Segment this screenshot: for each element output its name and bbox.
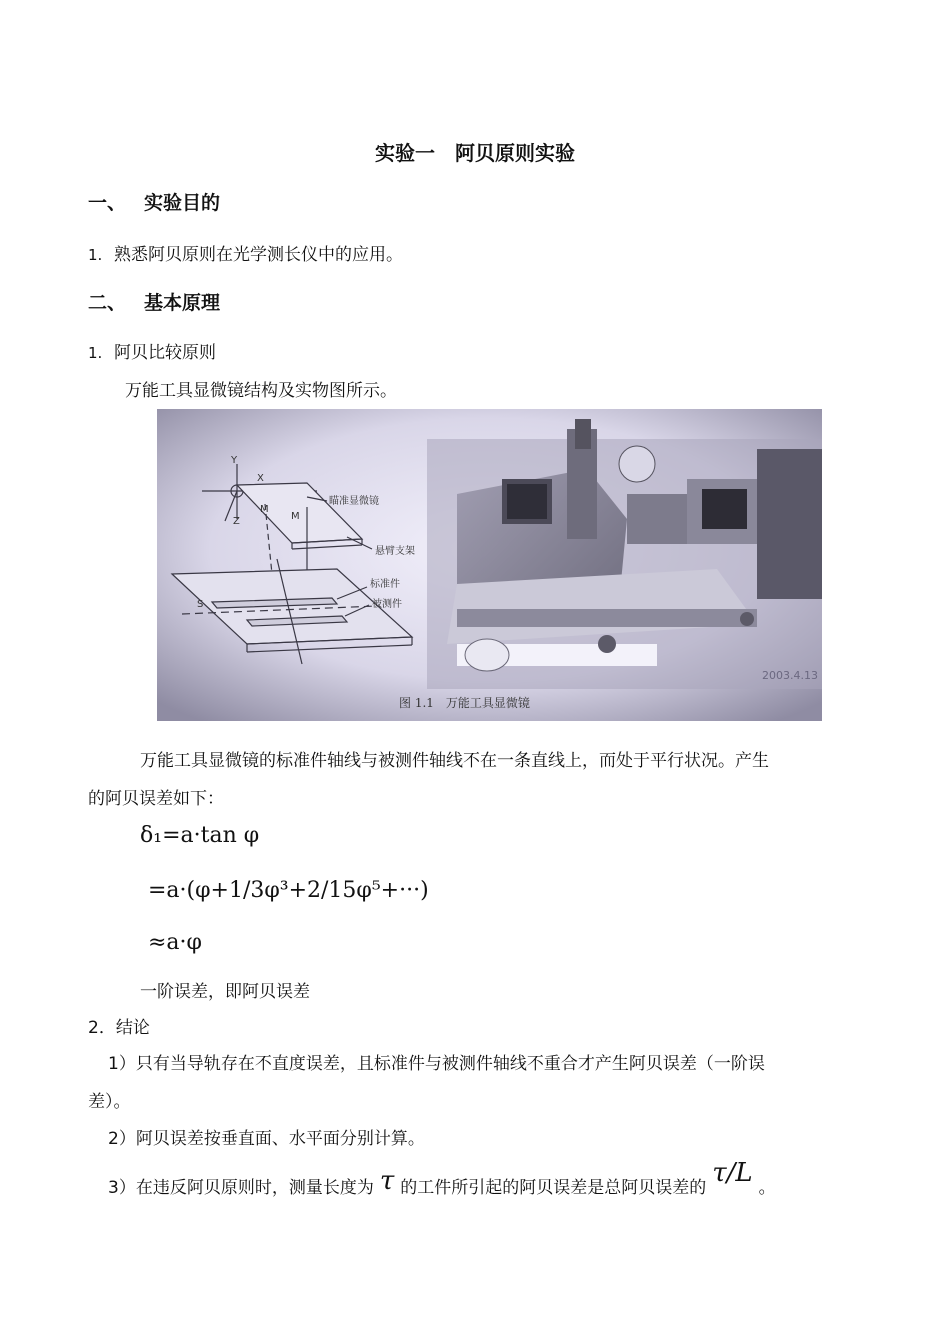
conclusion-item-3	[108, 1158, 776, 1200]
first-order-note: 一阶误差，即阿贝误差	[140, 982, 310, 1002]
standard-part-label: 标准件	[370, 579, 400, 590]
conclusion-item-2: 2）阿贝误差按垂直面、水平面分别计算。	[108, 1129, 425, 1149]
axis-y-label: Y	[231, 455, 238, 466]
section-heading-principle	[88, 288, 220, 315]
c3-mid: 的工件所引起的阿贝误差是总阿贝误差的	[400, 1178, 707, 1198]
list-number: 1.	[88, 344, 103, 362]
measured-part-label: 被测件	[372, 599, 402, 610]
figure-caption: 图 1.1 万能工具显微镜	[399, 696, 530, 710]
section-title: 基本原理	[144, 292, 221, 314]
conclusion-item-1-cont: 差）。	[88, 1092, 131, 1112]
paragraph-line: 万能工具显微镜的标准件轴线与被测件轴线不在一条直线上，而处于平行状况。产生	[140, 751, 769, 771]
figure-illustration	[157, 409, 822, 721]
formula-line-2: =a·(φ+1/3φ³+2/15φ⁵+···)	[148, 878, 429, 903]
section-heading-objective	[88, 188, 220, 215]
intro-text: 万能工具显微镜结构及实物图所示。	[125, 381, 397, 401]
offset-label: S	[197, 599, 204, 610]
microscope-photo	[427, 419, 822, 689]
paragraph-line: 的阿贝误差如下：	[88, 789, 224, 809]
formula-line-1: δ₁=a·tan φ	[140, 823, 260, 848]
section-title: 实验目的	[144, 192, 221, 214]
list-text: 阿贝比较原则	[114, 343, 216, 363]
list-item	[88, 338, 216, 363]
page-title: 实验一 阿贝原则实验	[375, 141, 575, 165]
c3-end: 。	[758, 1178, 776, 1198]
list-text: 熟悉阿贝原则在光学测长仪中的应用。	[114, 245, 403, 265]
section-number: 二、	[88, 292, 127, 314]
microscope-figure	[157, 409, 822, 721]
conclusion-heading: 2．结论	[88, 1018, 150, 1038]
formula-line-3: ≈a·φ	[148, 930, 202, 955]
cantilever-label: 悬臂支架	[375, 546, 415, 557]
aim-microscope-label: 瞄准显微镜	[329, 496, 379, 507]
m1-label: M	[260, 504, 269, 515]
conclusion-item-1: 1）只有当导轨存在不直度误差，且标准件与被测件轴线不重合才产生阿贝误差（一阶误	[108, 1054, 765, 1074]
m2-label: M	[291, 511, 300, 522]
ratio-symbol: τ/L	[712, 1158, 753, 1188]
axis-x-label: X	[257, 473, 264, 484]
date-stamp: 2003.4.13	[762, 669, 818, 682]
section-number: 一、	[88, 192, 127, 214]
tau-symbol: τ	[379, 1166, 395, 1196]
list-number: 1.	[88, 246, 103, 264]
list-item	[88, 240, 403, 265]
axis-z-label: Z	[233, 516, 240, 527]
c3-pre: 3）在违反阿贝原则时，测量长度为	[108, 1178, 374, 1198]
